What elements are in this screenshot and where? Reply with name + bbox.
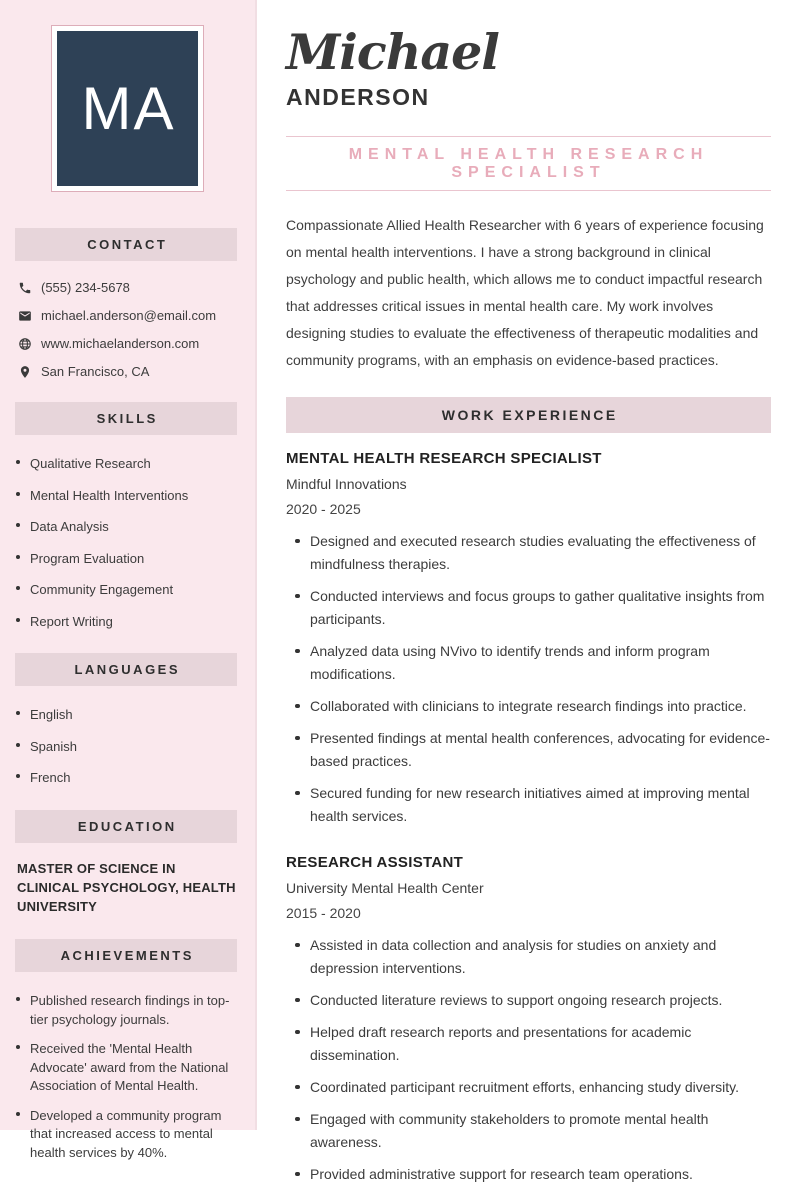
job-title-banner: [286, 136, 771, 191]
education-section-heading: [15, 810, 237, 843]
job-entry-title: RESEARCH ASSISTANT: [286, 853, 464, 871]
skill-item: Report Writing: [30, 613, 245, 631]
skill-item: Community Engagement: [30, 581, 245, 599]
language-item: French: [30, 769, 245, 787]
skills-heading-label: SKILLS: [96, 411, 158, 426]
work-experience-heading-label: WORK EXPERIENCE: [441, 406, 618, 423]
job-bullet: Secured funding for new research initiatives aimed at improving mental health services.: [310, 782, 771, 828]
contact-list: [18, 280, 255, 379]
achievement-item: Received the 'Mental Health Advocate' award from the National Association of Mental Health.: [30, 1040, 245, 1095]
contact-row-location: [18, 364, 255, 379]
language-item: English: [30, 706, 245, 724]
education-heading-label: EDUCATION: [77, 818, 177, 834]
job-entry: [286, 450, 771, 828]
skills-section-heading: [15, 402, 237, 435]
job-bullet: Conducted interviews and focus groups to gather qualitative insights from participants.: [310, 585, 771, 631]
job-bullet: Provided administrative support for research team operations.: [310, 1163, 771, 1186]
last-name: ANDERSON: [286, 83, 430, 110]
job-bullet: Presented findings at mental health conferences, advocating for evidence-based practices.: [310, 727, 771, 773]
professional-summary: Compassionate Allied Health Researcher with 6 years of experience focusing on mental health interventions. I have a strong background in clinical psychology and public health, which allows me to conduct impactful research that addresses critical issues in mental health care. My work involves designing studies to evaluate the effectiveness of therapeutic modalities and community programs, with an emphasis on evidence-based practices.: [286, 216, 764, 368]
skill-item: Data Analysis: [30, 518, 245, 536]
job-bullet: Assisted in data collection and analysis for studies on anxiety and depression interventions.: [310, 934, 771, 980]
contact-email: michael.anderson@email.com: [41, 308, 217, 323]
achievements-heading-label: ACHIEVEMENTS: [60, 948, 194, 964]
job-bullet: Engaged with community stakeholders to promote mental health awareness.: [310, 1108, 771, 1154]
contact-website: www.michaelanderson.com: [41, 336, 200, 351]
achievement-item: Published research findings in top-tier psychology journals.: [30, 992, 245, 1029]
phone-icon: [18, 281, 32, 295]
job-entry: [286, 854, 771, 1186]
language-item: Spanish: [30, 738, 245, 756]
skill-item: Program Evaluation: [30, 550, 245, 568]
skills-list: [30, 455, 245, 630]
main-content: [257, 0, 800, 1182]
avatar-initials: MA: [81, 75, 176, 142]
job-bullet: Designed and executed research studies evaluating the effectiveness of mindfulness therapies.: [310, 530, 771, 576]
achievements-list: [30, 992, 245, 1162]
languages-section-heading: [15, 653, 237, 686]
job-bullet: Helped draft research reports and presentations for academic dissemination.: [310, 1021, 771, 1067]
job-entry-dates: 2015 - 2020: [286, 904, 361, 921]
job-bullet: Conducted literature reviews to support ongoing research projects.: [310, 989, 771, 1012]
achievements-section-heading: [15, 939, 237, 972]
job-bullet-list: [286, 934, 771, 1186]
avatar: [51, 25, 204, 192]
job-entry-dates: 2020 - 2025: [286, 500, 361, 517]
contact-section-heading: [15, 228, 237, 261]
avatar-monogram-box: [57, 31, 198, 186]
job-bullet: Analyzed data using NVivo to identify trends and inform program modifications.: [310, 640, 771, 686]
job-entry-title: MENTAL HEALTH RESEARCH SPECIALIST: [286, 449, 602, 467]
job-title-text: MENTAL HEALTH RESEARCH SPECIALIST: [348, 145, 709, 181]
languages-list: [30, 706, 245, 787]
contact-row-phone: [18, 280, 255, 295]
skill-item: Mental Health Interventions: [30, 487, 245, 505]
contact-phone: (555) 234-5678: [41, 280, 130, 295]
job-bullet-list: [286, 530, 771, 828]
job-bullet: Coordinated participant recruitment efforts, enhancing study diversity.: [310, 1076, 771, 1099]
contact-row-website: [18, 336, 255, 351]
achievement-item: Developed a community program that increased access to mental health services by 40%.: [30, 1107, 245, 1162]
location-icon: [18, 365, 32, 379]
sidebar: [0, 0, 257, 1160]
contact-heading-label: CONTACT: [87, 237, 168, 252]
job-bullet: Collaborated with clinicians to integrate research findings into practice.: [310, 695, 771, 718]
job-entry-company: University Mental Health Center: [286, 879, 484, 896]
work-experience-heading: [286, 397, 771, 433]
email-icon: [18, 309, 32, 323]
first-name: Michael: [286, 23, 499, 81]
globe-icon: [18, 337, 32, 351]
contact-row-email: [18, 308, 255, 323]
languages-heading-label: LANGUAGES: [74, 662, 181, 678]
education-degree: MASTER OF SCIENCE IN CLINICAL PSYCHOLOGY, HEALTH UNIVERSITY: [17, 860, 236, 914]
contact-location: San Francisco, CA: [41, 364, 150, 379]
skill-item: Qualitative Research: [30, 455, 245, 473]
job-entry-company: Mindful Innovations: [286, 475, 407, 492]
